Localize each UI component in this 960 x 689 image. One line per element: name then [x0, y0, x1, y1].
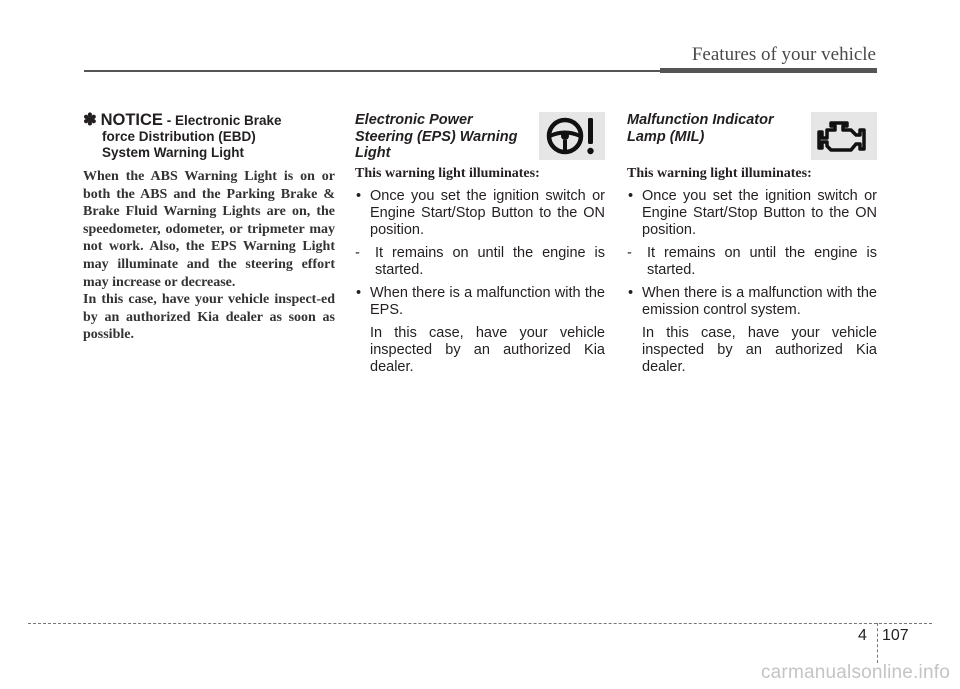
bullet-icon: •: [356, 188, 362, 204]
notice-title-line1: Electronic Brake: [174, 113, 282, 128]
watermark: carmanualsonline.info: [760, 662, 950, 683]
mil-bullet: [627, 188, 877, 239]
eps-bullet: [355, 285, 605, 319]
eps-subitem: [355, 245, 605, 279]
mil-subitem-text: It remains on until the engine is started.: [647, 245, 877, 278]
eps-bullet-text: Once you set the ignition switch or Engine Start/Stop Button to the ON position.: [370, 188, 605, 238]
mil-title-line1: Malfunction Indicator: [627, 112, 774, 128]
mil-paragraph: In this case, have your vehicle inspected by an authorized Kia dealer.: [642, 325, 877, 375]
dash-icon: -: [355, 245, 360, 261]
mil-bullet-text: When there is a malfunction with the emission control system.: [642, 285, 877, 318]
mil-bullet: [627, 285, 877, 319]
mil-title-line2: Lamp (MIL): [627, 128, 705, 145]
eps-column: [355, 112, 605, 376]
notice-column: [83, 112, 335, 344]
notice-body-paragraph: When the ABS Warning Light is on or both the ABS and the Parking Brake & Brake Fluid Warning Lights are on, the speedometer, odometer, or tripmeter may not work. Also, the EPS Warning Light may illuminate and the steering effort may increase or decrease.: [83, 169, 335, 290]
notice-heading: [83, 112, 335, 161]
notice-body-paragraph: In this case, have your vehicle inspect-ed by an authorized Kia dealer as soon as possible.: [83, 292, 335, 343]
mil-heading: [627, 112, 799, 162]
notice-separator: -: [162, 113, 175, 128]
eps-title-line2: Steering (EPS) Warning: [355, 128, 518, 145]
bullet-icon: •: [356, 285, 362, 301]
dash-icon: -: [627, 245, 632, 261]
notice-label: NOTICE: [100, 111, 163, 129]
eps-lead: This warning light illuminates:: [355, 166, 540, 181]
page-number: 107: [882, 627, 909, 644]
footer-divider: [877, 623, 878, 663]
eps-subitem-text: It remains on until the engine is started.: [375, 245, 605, 278]
mil-column: [627, 112, 877, 376]
bullet-icon: •: [628, 285, 634, 301]
mil-bullet-text: Once you set the ignition switch or Engine Start/Stop Button to the ON position.: [642, 188, 877, 238]
notice-title-line2: force Distribution (EBD): [102, 129, 256, 144]
mil-lead: This warning light illuminates:: [627, 166, 812, 181]
notice-title-line3: System Warning Light: [102, 145, 245, 160]
eps-paragraph: In this case, have your vehicle inspected by an authorized Kia dealer.: [370, 325, 605, 375]
eps-bullet: [355, 188, 605, 239]
eps-bullet-text: When there is a malfunction with the EPS.: [370, 285, 605, 318]
bullet-icon: •: [628, 188, 634, 204]
eps-title-line1: Electronic Power: [355, 112, 473, 128]
page-chapter: 4: [858, 627, 867, 644]
notice-star-icon: ✽: [83, 111, 97, 129]
notice-body: [83, 168, 335, 344]
header-accent-rule: [660, 68, 877, 73]
mil-subitem: [627, 245, 877, 279]
footer-rule: [28, 623, 932, 624]
eps-heading: [355, 112, 527, 162]
eps-title-line3: Light: [355, 145, 391, 161]
steering-warning-icon: [539, 112, 605, 160]
page-header-title: Features of your vehicle: [691, 44, 876, 65]
engine-check-icon: [811, 112, 877, 160]
